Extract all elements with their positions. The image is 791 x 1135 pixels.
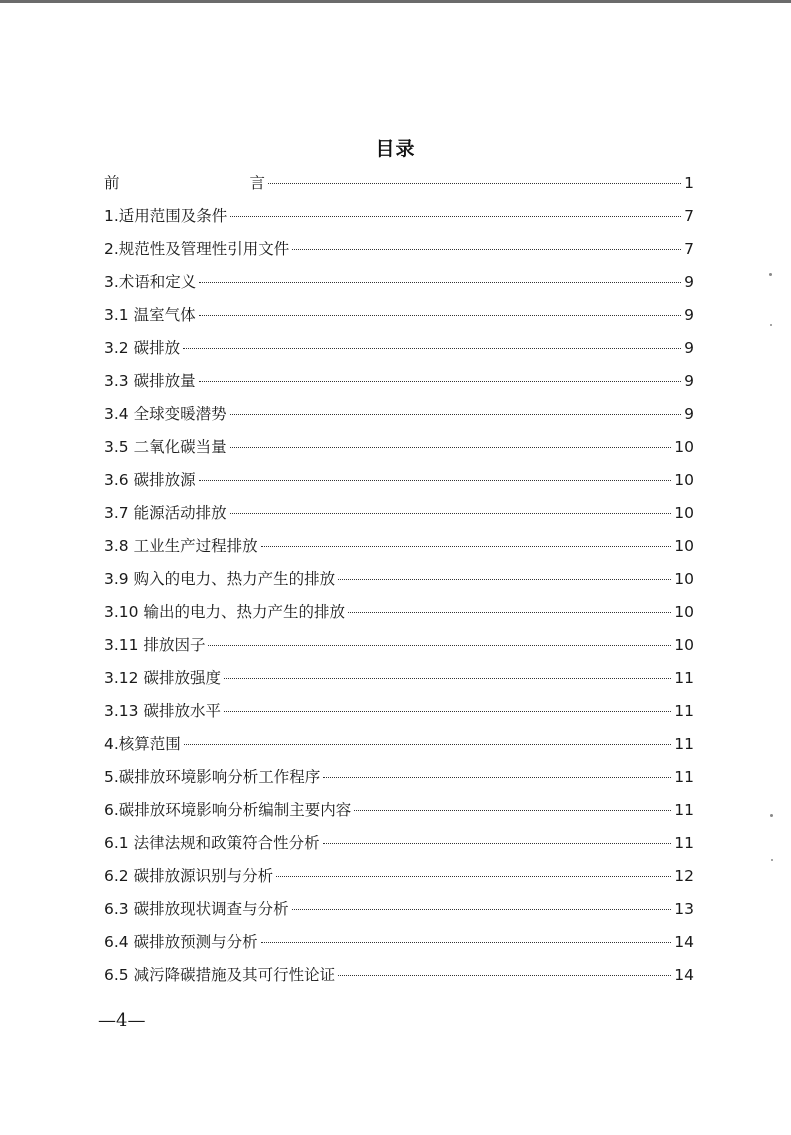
toc-entry-page: 11 [674, 801, 694, 819]
toc-entry-page: 9 [684, 306, 694, 324]
toc-dot-leader [230, 216, 681, 217]
toc-entry-label: 3.2 碳排放 [104, 339, 181, 357]
toc-entry-page: 9 [684, 405, 694, 423]
toc-dot-leader [224, 711, 671, 712]
toc-entry-label: 前 言 [104, 174, 265, 192]
toc-dot-leader [199, 315, 682, 316]
toc-entry-label: 3.13 碳排放水平 [104, 702, 221, 720]
toc-entry-page: 13 [674, 900, 694, 918]
toc-dot-leader [338, 579, 671, 580]
toc-entry[interactable] [104, 695, 694, 728]
toc-entry-label: 3.10 输出的电力、热力产生的排放 [104, 603, 345, 621]
toc-entry[interactable] [104, 233, 694, 266]
toc-entry-page: 11 [674, 702, 694, 720]
toc-dot-leader [276, 876, 671, 877]
toc-entry[interactable] [104, 827, 694, 860]
toc-entry-label: 3.8 工业生产过程排放 [104, 537, 258, 555]
toc-entry-page: 9 [684, 339, 694, 357]
scan-speck [771, 859, 773, 861]
toc-dot-leader [348, 612, 671, 613]
toc-entry[interactable] [104, 266, 694, 299]
toc-entry-page: 10 [674, 570, 694, 588]
toc-entry[interactable] [104, 893, 694, 926]
toc-entry-page: 10 [674, 636, 694, 654]
toc-entry[interactable] [104, 596, 694, 629]
toc-entry-label: 3.3 碳排放量 [104, 372, 196, 390]
toc-entry-label: 6.1 法律法规和政策符合性分析 [104, 834, 320, 852]
scan-speck [770, 814, 773, 817]
toc-entry[interactable] [104, 563, 694, 596]
toc-entry-page: 7 [684, 240, 694, 258]
scan-speck [770, 324, 772, 326]
toc-entry-page: 11 [674, 768, 694, 786]
toc-entry-page: 11 [674, 834, 694, 852]
toc-entry[interactable] [104, 959, 694, 992]
toc-entry-label: 6.4 碳排放预测与分析 [104, 933, 258, 951]
toc-entry[interactable] [104, 728, 694, 761]
toc-dot-leader [292, 909, 672, 910]
toc-dot-leader [323, 843, 672, 844]
toc-entry-page: 9 [684, 372, 694, 390]
toc-entry-page: 9 [684, 273, 694, 291]
toc-dot-leader [199, 282, 681, 283]
toc-entry-label: 3.9 购入的电力、热力产生的排放 [104, 570, 336, 588]
toc-entry[interactable] [104, 662, 694, 695]
scan-speck [769, 273, 772, 276]
toc-entry-label: 3.11 排放因子 [104, 636, 206, 654]
toc-dot-leader [354, 810, 671, 811]
toc-entry-label: 6.2 碳排放源识别与分析 [104, 867, 274, 885]
toc-dot-leader [230, 447, 672, 448]
toc-dot-leader [183, 348, 681, 349]
toc-dot-leader [230, 513, 672, 514]
toc-entry-page: 14 [674, 933, 694, 951]
toc-entry-page: 10 [674, 438, 694, 456]
toc-dot-leader [261, 546, 672, 547]
toc-entry-label: 3.7 能源活动排放 [104, 504, 227, 522]
toc-dot-leader [292, 249, 681, 250]
toc-dot-leader [224, 678, 671, 679]
toc-entry[interactable] [104, 497, 694, 530]
toc-entry[interactable] [104, 365, 694, 398]
toc-dot-leader [199, 381, 682, 382]
toc-entry[interactable] [104, 926, 694, 959]
toc-entry-page: 7 [684, 207, 694, 225]
toc-entry[interactable] [104, 860, 694, 893]
toc-entry-label: 3.1 温室气体 [104, 306, 196, 324]
toc-entry[interactable] [104, 629, 694, 662]
toc-entry-label: 3.4 全球变暖潜势 [104, 405, 227, 423]
page-number: —4— [98, 1010, 146, 1031]
toc-entry-label: 6.3 碳排放现状调查与分析 [104, 900, 289, 918]
toc-entry-page: 10 [674, 504, 694, 522]
toc-entry-label: 3.5 二氧化碳当量 [104, 438, 227, 456]
toc-entry-page: 1 [684, 174, 694, 192]
toc-entry[interactable] [104, 761, 694, 794]
toc-dot-leader [230, 414, 682, 415]
toc-entry[interactable] [104, 464, 694, 497]
toc-entry-page: 10 [674, 537, 694, 555]
toc-entry[interactable] [104, 167, 694, 200]
toc-entry[interactable] [104, 794, 694, 827]
toc-entry[interactable] [104, 398, 694, 431]
toc-dot-leader [199, 480, 672, 481]
toc-entry-page: 14 [674, 966, 694, 984]
toc-entry-label: 6.碳排放环境影响分析编制主要内容 [104, 801, 352, 819]
toc-entry-label: 2.规范性及管理性引用文件 [104, 240, 290, 258]
toc-dot-leader [261, 942, 672, 943]
toc-entry-label: 4.核算范围 [104, 735, 181, 753]
toc-dot-leader [323, 777, 671, 778]
toc-entry-label: 5.碳排放环境影响分析工作程序 [104, 768, 321, 786]
toc-entry-label: 3.术语和定义 [104, 273, 197, 291]
toc-entry[interactable] [104, 299, 694, 332]
toc-dot-leader [184, 744, 671, 745]
toc-entry-label: 3.12 碳排放强度 [104, 669, 221, 687]
toc-entry[interactable] [104, 200, 694, 233]
toc-dot-leader [338, 975, 671, 976]
top-edge-rule [0, 0, 791, 3]
toc-dot-leader [208, 645, 671, 646]
toc-entry-label: 3.6 碳排放源 [104, 471, 196, 489]
toc-entry[interactable] [104, 332, 694, 365]
toc-entry[interactable] [104, 530, 694, 563]
toc-entry-label: 1.适用范围及条件 [104, 207, 228, 225]
toc-entry-label: 6.5 减污降碳措施及其可行性论证 [104, 966, 336, 984]
toc-entry-page: 11 [674, 669, 694, 687]
toc-entry-page: 12 [674, 867, 694, 885]
toc-list [104, 167, 694, 992]
toc-entry[interactable] [104, 431, 694, 464]
toc-entry-page: 11 [674, 735, 694, 753]
toc-title: 目录 [375, 138, 416, 160]
toc-entry-page: 10 [674, 471, 694, 489]
toc-dot-leader [268, 183, 681, 184]
toc-entry-page: 10 [674, 603, 694, 621]
